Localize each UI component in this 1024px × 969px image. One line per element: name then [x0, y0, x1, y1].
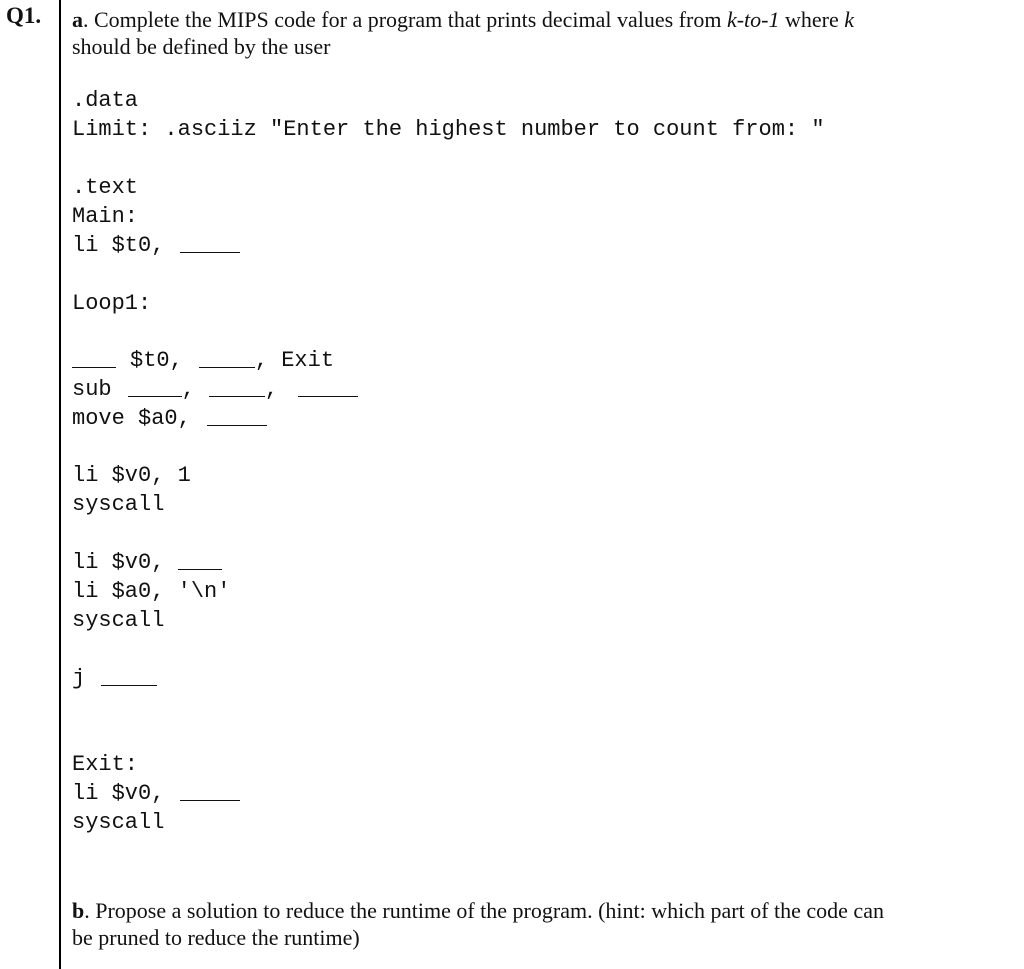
code-jump-op: j [72, 666, 86, 691]
part-a-prompt [72, 6, 1012, 60]
blank-move-src[interactable] [207, 423, 267, 426]
code-syscall-2: syscall [72, 608, 165, 633]
blank-li-v0-3-value[interactable] [180, 798, 240, 801]
part-a-text-2: where [779, 7, 845, 32]
code-li-v0-3-line [72, 782, 240, 806]
code-jump-line [72, 667, 157, 691]
question-number: Q1. [6, 3, 42, 28]
code-exit-label: Exit: [72, 752, 139, 777]
part-b-prompt [72, 897, 1022, 951]
part-b-line-1: . Propose a solution to reduce the runtime of the program. (hint: which part of the code can [84, 898, 884, 923]
code-branch-reg: $t0, [130, 348, 183, 373]
blank-li-t0-value[interactable] [180, 250, 240, 253]
blank-jump-target[interactable] [101, 683, 157, 686]
blank-sub-src[interactable] [209, 394, 265, 397]
code-data-directive: .data [72, 88, 139, 113]
code-syscall-1: syscall [72, 492, 165, 517]
code-branch-target: Exit [281, 348, 335, 373]
code-li-v0-2: li $v0, [72, 550, 165, 575]
part-a-var: k [844, 7, 854, 32]
part-a-letter: a [72, 7, 83, 32]
code-loop-label: Loop1: [72, 291, 152, 316]
code-branch-line: $t0, , Exit [72, 349, 334, 373]
code-main-label: Main: [72, 204, 139, 229]
blank-li-v0-2-value[interactable] [178, 567, 222, 570]
part-a-range: k-to-1 [726, 7, 780, 32]
code-move: move $a0, [72, 406, 191, 431]
code-li-a0-line [72, 580, 230, 604]
part-b-letter: b [72, 898, 85, 923]
part-b-line-2: be pruned to reduce the runtime) [72, 925, 360, 950]
code-sub-line: sub , , [72, 378, 358, 402]
code-text-directive: .text [72, 175, 139, 200]
code-li-v0-1: li $v0, 1 [72, 463, 191, 488]
code-limit-line: Limit: .asciiz "Enter the highest number to count from: " [72, 117, 825, 142]
blank-branch-op[interactable] [72, 365, 116, 368]
code-li-v0-3: li $v0, [72, 781, 165, 806]
blank-sub-operand[interactable] [298, 394, 358, 397]
part-a-text-3: should be defined by the user [72, 34, 331, 59]
code-li-a0: li $a0, [72, 579, 165, 604]
part-a-text-1: . Complete the MIPS code for a program that prints decimal values from [83, 7, 727, 32]
code-li-t0-line [72, 234, 240, 258]
code-li-t0: li $t0, [72, 233, 165, 258]
column-divider [59, 0, 61, 969]
blank-sub-dest[interactable] [128, 394, 182, 397]
code-newline-char: '\n' [177, 579, 231, 604]
code-move-line [72, 407, 267, 431]
code-sub-op: sub [72, 377, 112, 402]
code-syscall-3: syscall [72, 810, 165, 835]
code-li-v0-2-line [72, 551, 222, 575]
blank-branch-operand[interactable] [199, 365, 255, 368]
